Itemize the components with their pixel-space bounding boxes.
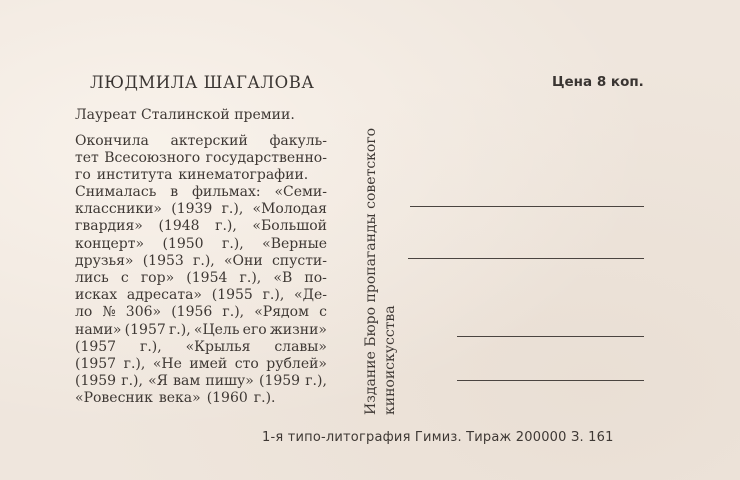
word: факуль- — [269, 133, 327, 149]
price-label: Цена 8 коп. — [552, 74, 644, 90]
word: «Крылья — [185, 338, 251, 355]
print-imprint: 1-я типо-литография Гимиз. Тираж 200000 З. 161 — [262, 430, 614, 445]
word: (1956 — [171, 304, 213, 321]
text-line — [75, 270, 327, 287]
word: с — [319, 304, 327, 321]
text-line — [75, 167, 327, 184]
text-line — [75, 133, 327, 150]
word: г.), — [239, 269, 262, 286]
word: (1959 — [258, 373, 301, 390]
word: «Они — [223, 252, 263, 269]
word: «Де- — [294, 287, 327, 304]
word: (1953 — [142, 252, 184, 269]
word: тет — [75, 150, 99, 167]
address-line — [410, 206, 644, 207]
word: г.), — [222, 235, 244, 252]
word: жизни» — [269, 321, 327, 338]
laureate-title: Лауреат Сталинской премии. — [75, 107, 295, 123]
text-line — [75, 150, 327, 167]
word: исках — [75, 287, 118, 304]
word: спусти- — [271, 252, 327, 269]
word: 306» — [125, 304, 162, 321]
word: г.), — [262, 287, 285, 304]
word: имей — [189, 355, 228, 372]
word: актерский — [170, 133, 248, 149]
word: г.), — [305, 373, 327, 390]
word: лись — [75, 269, 109, 286]
word: Снималась — [75, 184, 157, 200]
word: сто — [234, 355, 259, 372]
word: (1960 — [206, 390, 248, 407]
word: Окончила — [75, 133, 149, 149]
word: ло — [75, 304, 93, 321]
word: института — [96, 167, 173, 184]
word: г.). — [253, 390, 276, 407]
word: классники» — [75, 201, 162, 218]
word: (1957 — [124, 321, 166, 338]
text-line — [75, 201, 327, 218]
word: «Я — [148, 373, 168, 390]
publisher-line-2: киноискусства — [382, 305, 398, 415]
word: (1955 — [211, 287, 253, 304]
word: г.), — [168, 321, 191, 338]
word: г.), — [139, 338, 162, 355]
text-line — [75, 236, 327, 253]
word: в — [170, 184, 179, 200]
word: рублей» — [266, 355, 327, 372]
word: (1954 — [186, 269, 228, 286]
text-line — [75, 322, 327, 339]
word: «Ровесник — [75, 390, 153, 407]
text-line — [75, 356, 327, 373]
word: пишу» — [205, 373, 254, 390]
word: гор» — [140, 269, 175, 286]
word: (1948 — [158, 218, 200, 235]
word: «Рядом — [254, 304, 309, 321]
address-line — [457, 336, 644, 337]
publisher-imprint — [362, 70, 400, 415]
word: гвардия» — [75, 218, 143, 235]
actress-name: ЛЮДМИЛА ШАГАЛОВА — [90, 73, 315, 92]
word: «В — [273, 269, 293, 286]
word: (1959 — [75, 373, 117, 390]
word: г.), — [221, 201, 244, 218]
word: № — [102, 304, 116, 321]
text-line — [75, 390, 327, 407]
word: с — [120, 269, 129, 286]
word: «Верные — [262, 235, 327, 252]
word: Всесоюзного — [104, 150, 201, 167]
word: славы» — [274, 338, 327, 355]
word: адресата» — [126, 287, 202, 304]
text-line — [75, 373, 327, 390]
word: «Большой — [252, 218, 327, 235]
text-line — [75, 253, 327, 270]
text-line — [75, 304, 327, 321]
word: века» — [158, 390, 201, 407]
word: г.), — [121, 373, 143, 390]
word: «Цель — [193, 321, 240, 338]
word: г.), — [215, 218, 237, 235]
word: г.), — [222, 304, 245, 321]
word: «Семи- — [274, 184, 327, 200]
word: его — [242, 321, 267, 338]
word: «Молодая — [252, 201, 327, 218]
word: го — [75, 167, 91, 184]
word: (1957 — [75, 355, 117, 372]
word: друзья» — [75, 252, 134, 269]
word: г.), — [193, 252, 215, 269]
word: концерт» — [75, 235, 145, 252]
word: нами» — [75, 321, 122, 338]
address-line — [457, 380, 644, 381]
word: «Не — [152, 355, 182, 372]
word: (1957 — [75, 338, 117, 355]
word: по- — [304, 269, 327, 286]
word: (1950 — [162, 235, 204, 252]
word: (1939 — [171, 201, 213, 218]
word: фильмах: — [191, 184, 261, 200]
education-paragraph — [75, 133, 327, 185]
filmography-paragraph — [75, 184, 327, 407]
word: г.), — [123, 355, 146, 372]
text-line — [75, 184, 327, 201]
text-line — [75, 218, 327, 235]
text-line — [75, 287, 327, 304]
word: кинематографии. — [178, 167, 309, 184]
publisher-line-1: Издание Бюро пропаганды советского — [363, 127, 379, 415]
text-line — [75, 339, 327, 356]
word: государственно- — [205, 150, 327, 167]
address-line — [408, 258, 644, 259]
word: вам — [173, 373, 201, 390]
